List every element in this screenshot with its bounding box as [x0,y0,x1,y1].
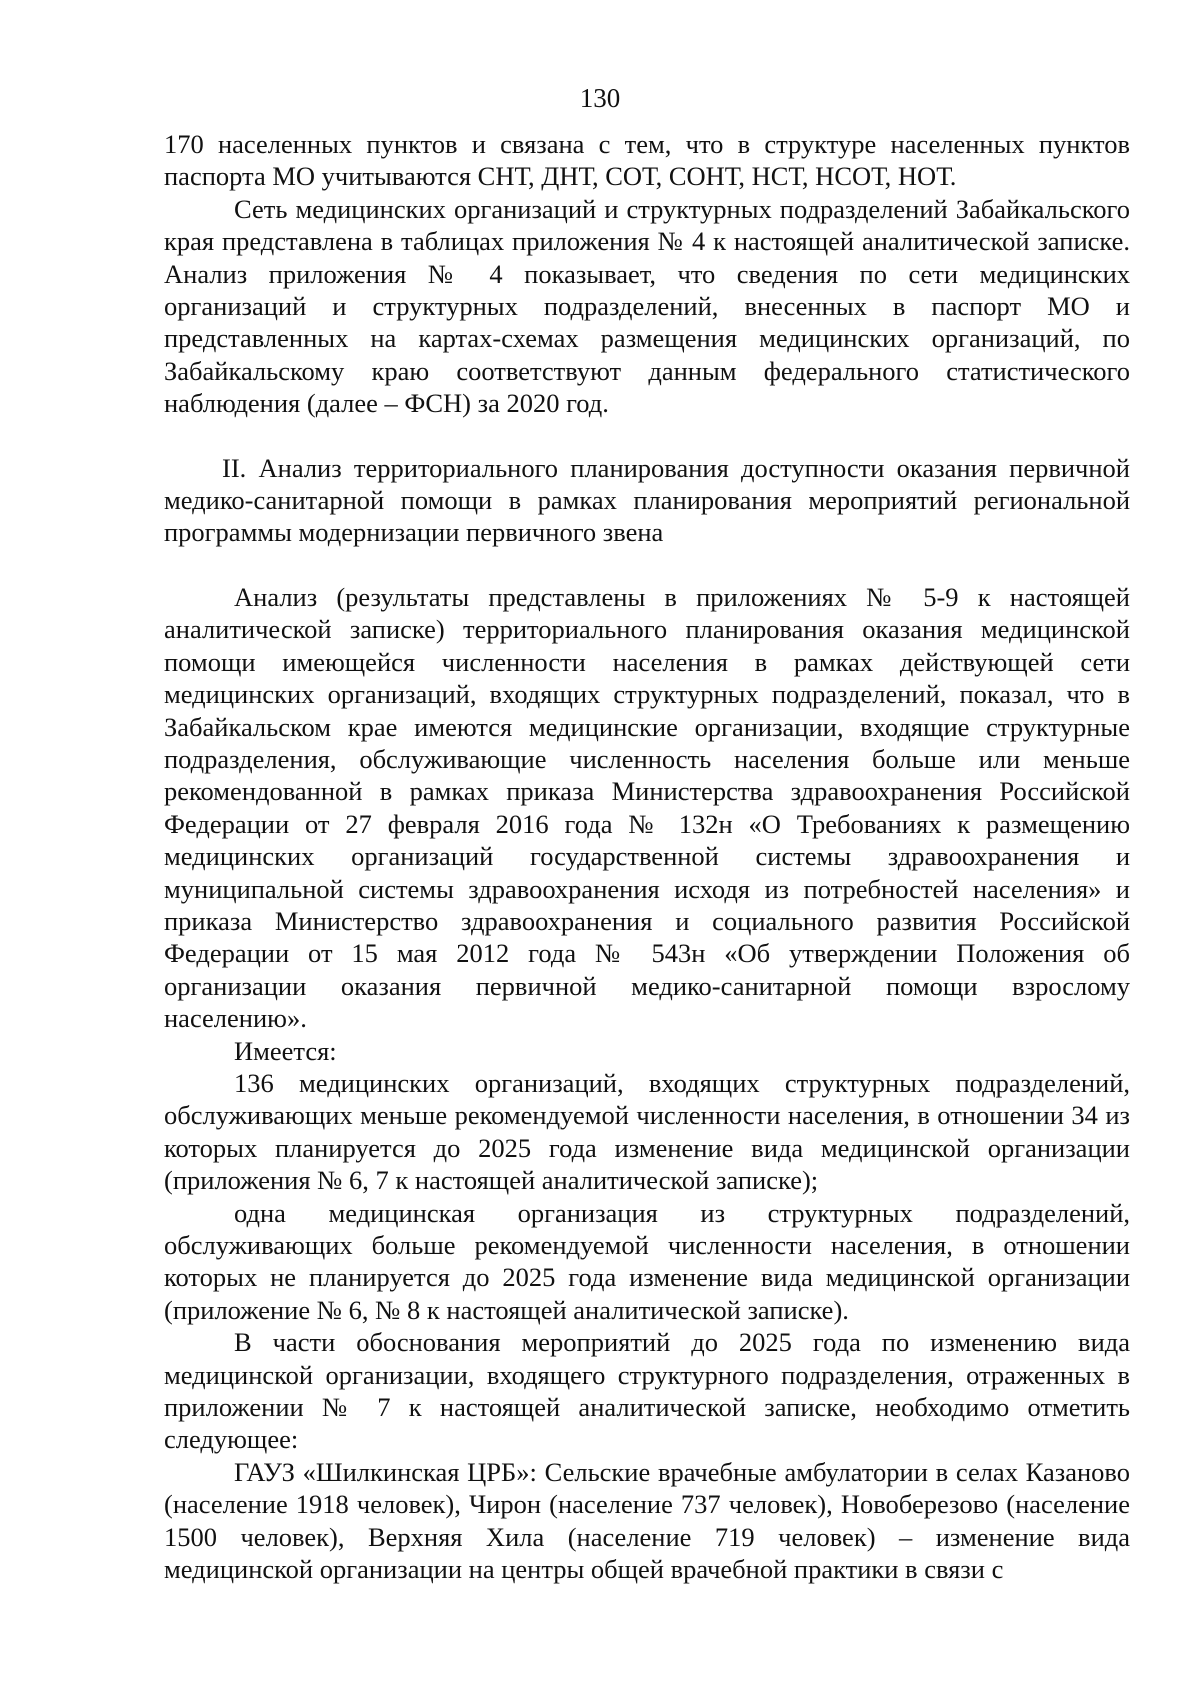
paragraph-list-item-1: 136 медицинских организаций, входящих структурных подразделений, обслуживающих меньше рекомендуемой численности населения, в отношении 34 из которых планируется до 2025 года изменение вида медицинской организации (приложения № 6, 7 к настоящей аналитической записке); [164,1067,1130,1196]
paragraph-analysis: Анализ (результаты представлены в приложениях № 5-9 к настоящей аналитической записке) территориального планирования оказания медицинской помощи имеющейся численности населения в рамках действующей сети медицинских организаций, входящих структурных подразделений, показал, что в Забайкальском крае имеются медицинские организации, входящие структурные подразделения, обслуживающие численность населения больше или меньше рекомендованной в рамках приказа Министерства здравоохранения Российской Федерации от 27 февраля 2016 года № 132н «О Требованиях к размещению медицинских организаций государственной системы здравоохранения и муниципальной системы здравоохранения исходя из потребностей населения» и приказа Министерство здравоохранения и социального развития Российской Федерации от 15 мая 2012 года № 543н «Об утверждении Положения об организации оказания первичной медико-санитарной помощи взрослому населению». [164,581,1130,1034]
page-number: 130 [579,83,621,113]
paragraph-justification: В части обоснования мероприятий до 2025 года по изменению вида медицинской организации, входящего структурного подразделения, отраженных в приложении № 7 к настоящей аналитической записке, необходимо отметить следующее: [164,1327,1130,1455]
paragraph-network: Сеть медицинских организаций и структурных подразделений Забайкальского края представлена в таблицах приложения № 4 к настоящей аналитической записке. Анализ приложения № 4 показывает, что сведения по сети медицинских организаций и структурных подразделений, внесенных в паспорт МО и представленных на картах-схемах размещения медицинских организаций, по Забайкальскому краю соответствуют данным федерального статистического наблюдения (далее – ФСН) за 2020 год. [164,193,1130,419]
paragraph-available: Имеется: [234,1035,337,1066]
document-body [164,128,1130,1585]
spacer [164,549,1130,581]
section-heading: II. Анализ территориального планирования доступности оказания первичной медико-санитарной помощи в рамках планирования мероприятий региональной программы модернизации первичного звена [164,452,1130,548]
spacer [164,420,1130,452]
paragraph-list-item-2: одна медицинская организация из структурных подразделений, обслуживающих больше рекомендуемой численности населения, в отношении которых не планируется до 2025 года изменение вида медицинской организации (приложение № 6, № 8 к настоящей аналитической записке). [164,1197,1130,1325]
paragraph-continuation: 170 населенных пунктов и связана с тем, что в структуре населенных пунктов паспорта МО учитываются СНТ, ДНТ, СОТ, СОНТ, НСТ, НСОТ, НОТ. [164,129,1130,192]
paragraph-shilka-hospital: ГАУЗ «Шилкинская ЦРБ»: Сельские врачебные амбулатории в селах Казаново (население 1918 человек), Чирон (население 737 человек), Новоберезово (население 1500 человек), Верхняя Хила (население 719 человек) – изменение вида медицинской организации на центры общей врачебной практики в связи с [164,1456,1130,1585]
